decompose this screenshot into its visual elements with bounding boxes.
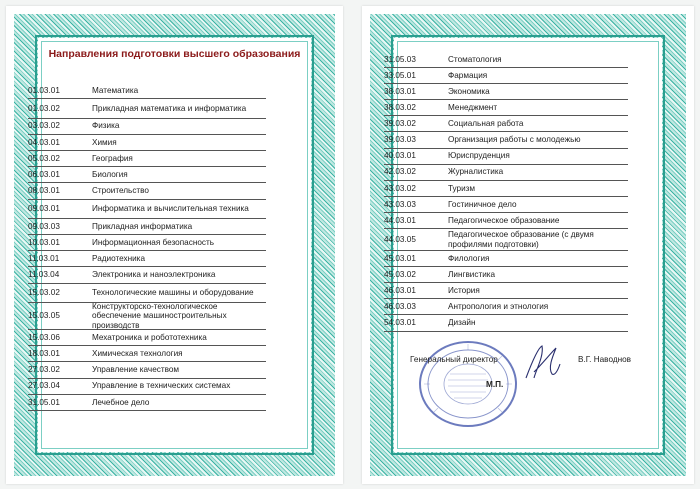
program-name: Педагогическое образование: [448, 215, 560, 225]
program-code: 09.03.01: [28, 203, 60, 213]
list-item: [384, 315, 628, 331]
program-code: 33.05.01: [384, 70, 416, 80]
list-item: [28, 251, 266, 267]
program-code: 09.03.03: [28, 221, 60, 231]
program-name: Конструкторско-технологическое обеспечение машиностроительных производств: [92, 301, 227, 330]
program-code: 39.03.03: [384, 135, 416, 145]
list-item: [28, 395, 266, 411]
list-item: [28, 330, 266, 346]
list-item: [384, 251, 628, 267]
program-code: 43.03.03: [384, 199, 416, 209]
list-item: [28, 379, 266, 395]
program-code: 10.03.01: [28, 237, 60, 247]
program-code: 18.03.01: [28, 349, 60, 359]
list-item: [28, 135, 266, 151]
program-code: 46.03.03: [384, 302, 416, 312]
program-name: Управление в технических системах: [92, 381, 231, 391]
program-name: Гостиничное дело: [448, 199, 517, 209]
program-name: Информационная безопасность: [92, 237, 215, 247]
list-item: [28, 200, 266, 219]
program-code: 46.03.01: [384, 286, 416, 296]
list-item: [28, 83, 266, 99]
program-name: Филология: [448, 253, 490, 263]
list-item: [28, 284, 266, 303]
program-name: Дизайн: [448, 318, 476, 328]
program-name: Журналистика: [448, 167, 504, 177]
program-name: Управление качеством: [92, 365, 180, 375]
list-item: [28, 219, 266, 235]
program-code: 04.03.01: [28, 137, 60, 147]
programs-list-left: [28, 83, 266, 411]
program-name: Химическая технология: [92, 349, 183, 359]
program-name: Прикладная информатика: [92, 221, 193, 231]
program-code: 01.03.02: [28, 103, 60, 113]
list-item: [384, 84, 628, 100]
program-name: Лечебное дело: [92, 397, 150, 407]
program-code: 06.03.01: [28, 169, 60, 179]
program-name: География: [92, 153, 133, 163]
list-item: [28, 346, 266, 362]
program-code: 15.03.05: [28, 311, 60, 321]
program-name: Мехатроника и робототехника: [92, 332, 207, 342]
program-name: История: [448, 286, 480, 296]
list-item: [28, 303, 266, 330]
program-name: Радиотехника: [92, 254, 146, 264]
list-item: [384, 132, 628, 148]
program-code: 03.03.02: [28, 121, 60, 131]
program-name: Туризм: [448, 183, 476, 193]
list-item: [384, 299, 628, 315]
right-page: [362, 6, 694, 484]
program-name: Строительство: [92, 186, 149, 196]
program-code: 05.03.02: [28, 153, 60, 163]
list-item: [28, 267, 266, 283]
program-code: 27.03.04: [28, 381, 60, 391]
program-code: 31.05.03: [384, 54, 416, 64]
program-code: 38.03.02: [384, 103, 416, 113]
program-name: Социальная работа: [448, 119, 524, 129]
program-code: 45.03.02: [384, 269, 416, 279]
program-code: 39.03.02: [384, 119, 416, 129]
list-item: [28, 362, 266, 378]
list-item: [28, 235, 266, 251]
program-code: 44.03.01: [384, 215, 416, 225]
signature: [522, 342, 562, 384]
program-code: 42.03.02: [384, 167, 416, 177]
list-item: [384, 213, 628, 229]
list-item: [28, 119, 266, 135]
list-item: [384, 52, 628, 68]
program-name: Антропология и этнология: [448, 302, 549, 312]
program-name: Педагогическое образование (с двумя профилями подготовки): [448, 230, 594, 249]
list-item: [384, 197, 628, 213]
program-name: Прикладная математика и информатика: [92, 103, 247, 113]
program-name: Организация работы с молодежью: [448, 135, 581, 145]
program-name: Биология: [92, 169, 128, 179]
list-item: [28, 151, 266, 167]
program-code: 54.03.01: [384, 318, 416, 328]
program-code: 43.03.02: [384, 183, 416, 193]
list-item: [28, 183, 266, 199]
list-item: [384, 68, 628, 84]
list-item: [384, 229, 628, 251]
program-name: Фармация: [448, 70, 488, 80]
list-item: [28, 99, 266, 118]
program-name: Экономика: [448, 86, 490, 96]
program-name: Информатика и вычислительная техника: [92, 203, 249, 213]
program-name: Стоматология: [448, 54, 502, 64]
program-code: 38.03.01: [384, 86, 416, 96]
program-code: 15.03.06: [28, 332, 60, 342]
program-name: Юриспруденция: [448, 151, 510, 161]
program-code: 40.03.01: [384, 151, 416, 161]
list-item: [384, 116, 628, 132]
signatory-name: В.Г. Наводнов: [578, 355, 632, 364]
list-item: [384, 165, 628, 181]
list-item: [384, 283, 628, 299]
program-code: 44.03.05: [384, 234, 416, 244]
program-code: 11.03.04: [28, 270, 60, 280]
program-code: 11.03.01: [28, 254, 60, 264]
program-code: 01.03.01: [28, 85, 60, 95]
seal-label: М.П.: [486, 380, 504, 389]
program-code: 08.03.01: [28, 186, 60, 196]
programs-list-right: [384, 52, 628, 332]
program-name: Лингвистика: [448, 269, 496, 279]
program-code: 31.05.01: [28, 397, 60, 407]
list-item: [384, 181, 628, 197]
list-item: [28, 167, 266, 183]
program-name: Технологические машины и оборудование: [92, 288, 254, 298]
page-title: Направления подготовки высшего образования: [48, 48, 301, 60]
list-item: [384, 149, 628, 165]
left-page: [6, 6, 343, 484]
list-item: [384, 267, 628, 283]
list-item: [384, 100, 628, 116]
program-code: 27.03.02: [28, 365, 60, 375]
program-code: 15.03.02: [28, 288, 60, 298]
signatory-title: Генеральный директор: [410, 355, 498, 364]
program-name: Физика: [92, 121, 120, 131]
program-name: Математика: [92, 85, 139, 95]
program-name: Химия: [92, 137, 117, 147]
official-seal: [414, 336, 522, 432]
program-name: Менеджмент: [448, 103, 498, 113]
program-code: 45.03.01: [384, 253, 416, 263]
program-name: Электроника и наноэлектроника: [92, 270, 216, 280]
